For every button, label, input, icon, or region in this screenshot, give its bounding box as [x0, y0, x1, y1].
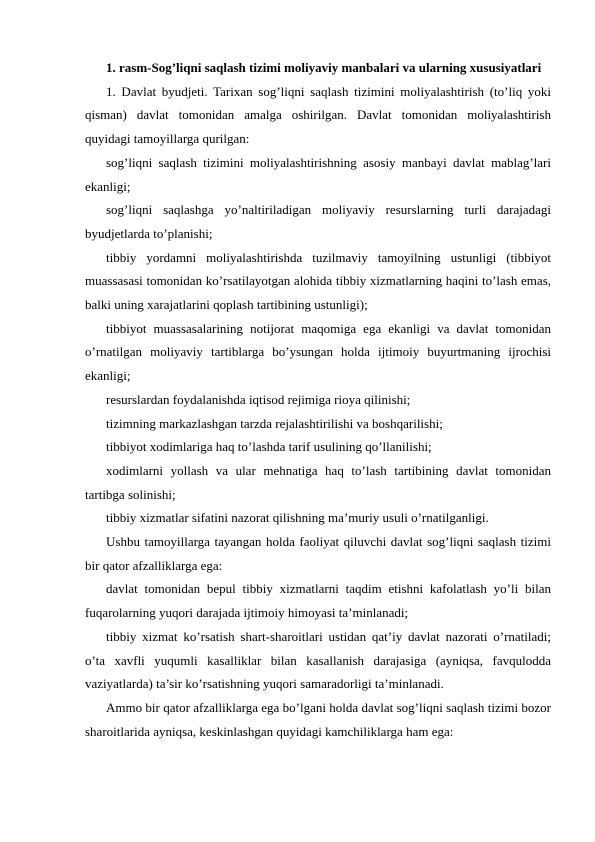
paragraph-disadvantages-intro: Ammo bir qator afzalliklarga ega bo’lgani holda davlat sog’liqni saqlash tizimi bozor sharoitlarida ayniqsa, keskinlashgan quyidagi kamchiliklarga ham ega:	[85, 699, 551, 739]
list-item-non-commercial-status: tibbiyot muassasalarining notijorat maqomiga ega ekanligi va davlat tomonidan o’rnatilgan moliyaviy tartiblarga bo’ysungan holda ijtimoiy buyurtmaning ijrochisi ekanligi;	[85, 320, 551, 384]
section-heading: 1. rasm-Sog’liqni saqlash tizimi moliyaviy manbalari va ularning xususiyatlari	[106, 60, 542, 75]
list-item-social-protection: davlat tomonidan bepul tibbiy xizmatlarni taqdim etishni kafolatlash yo’li bilan fuqarolarning yuqori darajada ijtimoiy himoyasi ta’minlanadi;	[85, 581, 551, 621]
list-item-main-source: sog’liqni saqlash tizimini moliyalashtirishning asosiy manbayi davlat mablag’lari ekanligi;	[85, 154, 551, 194]
list-item-centralized-planning: tizimning markazlashgan tarzda rejalashtirilishi va boshqarilishi;	[106, 415, 443, 431]
paragraph-state-budget: 1. Davlat byudjeti. Tarixan sog’liqni saqlash tizimini moliyalashtirish (to’liq yoki qisman) davlat tomonidan amalga oshirilgan. Davlat tomonidan moliyalashtirish quyidagi tamoyillarga qurilgan:	[85, 83, 551, 147]
list-item-economy-regime: resurslardan foydalanishda iqtisod rejimiga rioya qilinishi;	[106, 391, 411, 407]
list-item-tariff-method: tibbiyot xodimlariga haq to’lashda tarif usulining qo’llanilishi;	[106, 439, 432, 455]
document-page	[85, 56, 551, 743]
paragraph-advantages-intro: Ushbu tamoyillarga tayangan holda faoliyat qiluvchi davlat sog’liqni saqlash tizimi bir qator afzalliklarga ega:	[85, 534, 551, 573]
list-item-structural-principle: tibbiy yordamni moliyalashtirishda tuzilmaviy tamoyilning ustunligi (tibbiyot muassasasi tomonidan ko’rsatilayotgan alohida tibbiy xizmatlarning haqini to’lash emas, balki uning xarajatlarini qoplash tartibining ustunligi);	[85, 249, 551, 313]
list-item-hiring-regulation: xodimlarni yollash va ular mehnatiga haq to’lash tartibining davlat tomonidan tartibga solinishi;	[85, 462, 551, 502]
list-item-quality-control: tibbiy xizmatlar sifatini nazorat qilishning ma’muriy usuli o’rnatilganligi.	[106, 510, 489, 526]
list-item-budget-accumulation: sog’liqni saqlashga yo’naltiriladigan moliyaviy resurslarning turli darajadagi byudjetlarda to’planishi;	[85, 202, 551, 241]
list-item-state-control: tibbiy xizmat ko’rsatish shart-sharoitlari ustidan qat’iy davlat nazorati o’rnatiladi; o’ta xavfli yuqumli kasalliklar bilan kasallanish darajasiga (ayniqsa, favqulodda vaziyatlarda) ta’sir ko’rsatishning yuqori samaradorligi ta’minlanadi.	[85, 628, 551, 692]
